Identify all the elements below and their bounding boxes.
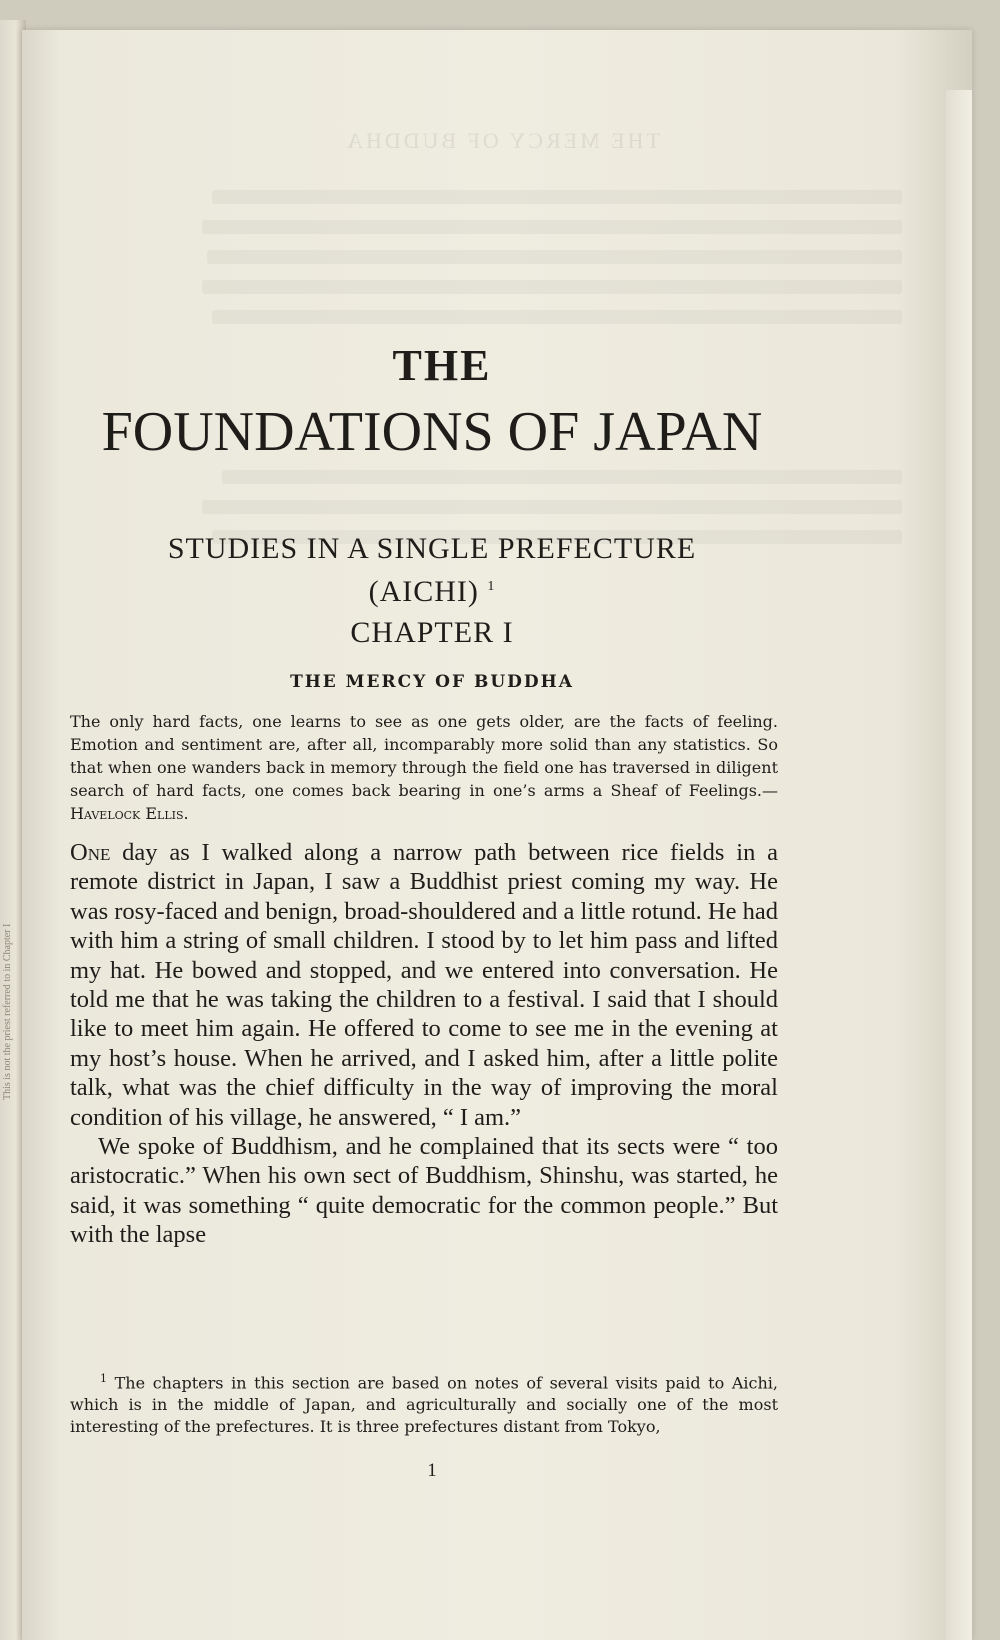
show-through-line bbox=[202, 280, 902, 294]
body-text bbox=[70, 838, 778, 1250]
epigraph-author: Havelock Ellis. bbox=[70, 804, 189, 823]
footnote-text: The chapters in this section are based on notes of several visits paid to Aichi, which is in the middle of Japan, and agriculturally and socially one of the most interesting of the prefectures. It is three prefectures distant from Tokyo, bbox=[70, 1373, 778, 1437]
book-subtitle bbox=[82, 530, 782, 611]
show-through-line bbox=[222, 470, 902, 484]
epigraph-text: The only hard facts, one learns to see as one gets older, are the facts of feeling. Emotion and sentiment are, after all, incomparably more solid than any statistics. So that when one wanders back in memory through the field one has traversed in diligent search of hard facts, one comes back bearing in one’s arms a Sheaf of Feelings.— bbox=[70, 712, 778, 800]
facing-page-margin-text: This is not the priest referred to in Chapter I bbox=[2, 923, 13, 1100]
show-through-line bbox=[207, 250, 902, 264]
paragraph-lead-word: One bbox=[70, 839, 111, 866]
show-through-header: THE MERCY OF BUDDHA bbox=[344, 128, 660, 153]
paragraph-2: We spoke of Buddhism, and he complained that its sects were “ too aristocratic.” When his own sect of Buddhism, Shinshu, was started, he said, it was something “ quite democratic for the common people.” But with the lapse bbox=[70, 1133, 778, 1249]
subtitle-line-2 bbox=[82, 568, 782, 611]
chapter-number: CHAPTER I bbox=[350, 616, 514, 649]
show-through-text bbox=[22, 30, 972, 550]
footnote-mark: 1 bbox=[100, 1372, 107, 1385]
show-through-line bbox=[202, 500, 902, 514]
show-through-line bbox=[212, 310, 902, 324]
footnote bbox=[70, 1368, 778, 1438]
book-title-the: THE bbox=[392, 341, 492, 390]
show-through-line bbox=[212, 190, 902, 204]
chapter-title: THE MERCY OF BUDDHA bbox=[290, 672, 574, 692]
page-number: 1 bbox=[427, 1460, 437, 1481]
book-page bbox=[22, 30, 972, 1640]
subtitle-line-1: STUDIES IN A SINGLE PREFECTURE bbox=[167, 532, 697, 565]
book-title: FOUNDATIONS OF JAPAN bbox=[101, 401, 763, 463]
page-stack-edge bbox=[946, 90, 972, 1640]
paragraph-1-text: day as I walked along a narrow path between rice fields in a remote district in Japan, I saw a Buddhist priest coming my way. He was rosy-faced and benign, broad-shouldered and a little rotund. He had with him a string of small children. I stood by to let him pass and lifted my hat. He bowed and stopped, and we entered into conversation. He told me that he was taking the children to a festival. I said that I should like to meet him again. He offered to come to see me in the evening at my host’s house. When he arrived, and I asked him, after a little polite talk, what was the chief difficulty in the way of improving the moral condition of his village, he answered, “ I am.” bbox=[70, 839, 778, 1131]
show-through-line bbox=[202, 220, 902, 234]
subtitle-aichi: (AICHI) bbox=[368, 575, 479, 608]
footnote-reference: 1 bbox=[487, 579, 496, 594]
epigraph bbox=[70, 710, 778, 825]
paragraph-1 bbox=[70, 838, 778, 1132]
